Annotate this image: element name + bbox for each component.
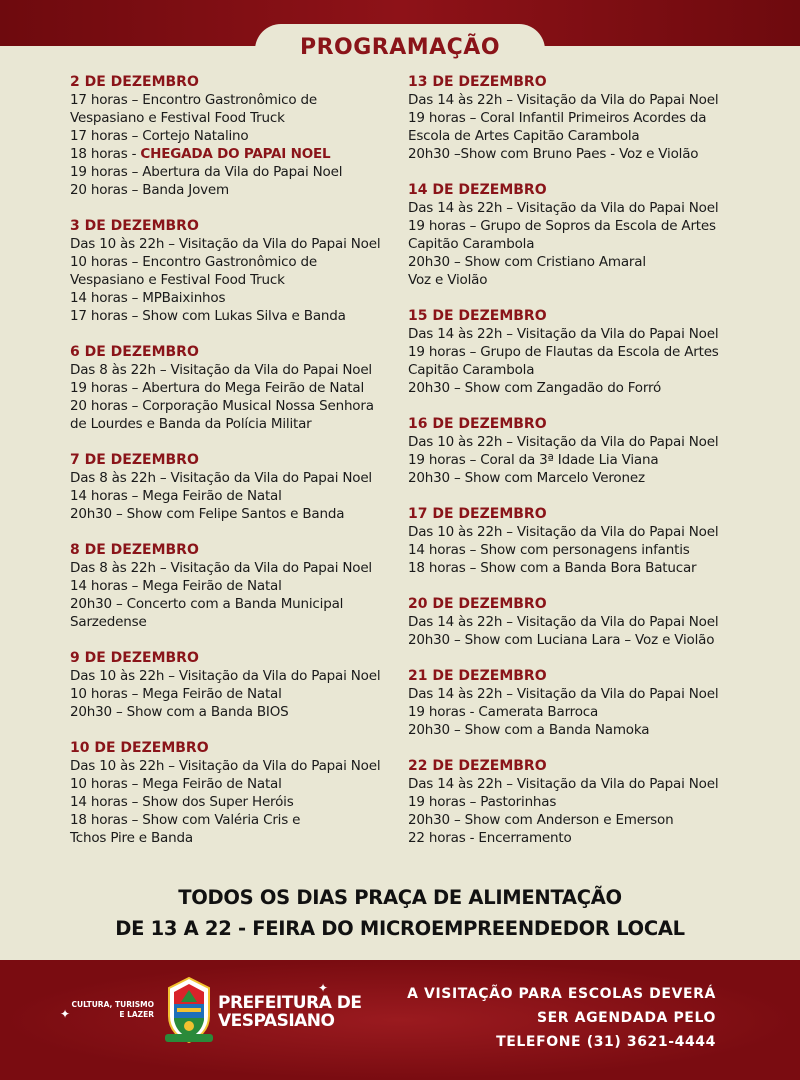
schedule-right-column: [408, 73, 738, 847]
schedule-line: de Lourdes e Banda da Polícia Militar: [70, 416, 312, 432]
schedule-line: Das 14 às 22h – Visitação da Vila do Papai Noel: [408, 614, 719, 630]
schedule-line: Das 14 às 22h – Visitação da Vila do Papai Noel: [408, 92, 719, 108]
day-block: [408, 415, 738, 487]
schedule-line: Das 8 às 22h – Visitação da Vila do Papai Noel: [70, 362, 372, 378]
day-heading: 8 DE DEZEMBRO: [70, 542, 199, 558]
day-heading: 6 DE DEZEMBRO: [70, 344, 199, 360]
schedule-line: Das 10 às 22h – Visitação da Vila do Papai Noel: [408, 434, 719, 450]
title-tab: [255, 24, 545, 70]
day-block: [408, 307, 738, 397]
day-heading: 20 DE DEZEMBRO: [408, 596, 547, 612]
day-block: [408, 595, 738, 649]
day-heading: 13 DE DEZEMBRO: [408, 74, 547, 90]
day-block: [408, 757, 738, 847]
schedule-line: Das 14 às 22h – Visitação da Vila do Papai Noel: [408, 776, 719, 792]
day-block: [70, 73, 410, 199]
schedule-line: 19 horas – Abertura do Mega Feirão de Natal: [70, 380, 365, 396]
day-heading: 7 DE DEZEMBRO: [70, 452, 199, 468]
schedule-line: Capitão Carambola: [408, 236, 535, 252]
schedule-line: 19 horas – Grupo de Flautas da Escola de Artes: [408, 344, 719, 360]
day-block: [70, 451, 410, 523]
schedule-line: 20h30 – Show com Zangadão do Forró: [408, 380, 662, 396]
schedule-line: 14 horas – Show dos Super Heróis: [70, 794, 294, 810]
prefeitura-line-2: VESPASIANO: [218, 1011, 335, 1031]
schedule-line: 19 horas - Camerata Barroca: [408, 704, 599, 720]
schedule-line: Vespasiano e Festival Food Truck: [70, 110, 285, 126]
schedule-line: 10 horas – Mega Feirão de Natal: [70, 686, 282, 702]
schedule-line: 17 horas – Encontro Gastronômico de: [70, 92, 318, 108]
schedule-line: 20h30 –Show com Bruno Paes - Voz e Violão: [408, 146, 699, 162]
schedule-line: Escola de Artes Capitão Carambola: [408, 128, 640, 144]
highlight-event: CHEGADA DO PAPAI NOEL: [140, 146, 331, 162]
day-heading: 21 DE DEZEMBRO: [408, 668, 547, 684]
day-block: [408, 181, 738, 289]
schedule-line: Das 14 às 22h – Visitação da Vila do Papai Noel: [408, 200, 719, 216]
schedule-line: Das 10 às 22h – Visitação da Vila do Papai Noel: [70, 236, 381, 252]
schedule-line: 17 horas – Cortejo Natalino: [70, 128, 249, 144]
schedule-line: 19 horas – Coral Infantil Primeiros Acordes da: [408, 110, 707, 126]
schedule-line: 14 horas – Mega Feirão de Natal: [70, 488, 282, 504]
schedule-line: 20h30 – Show com a Banda Namoka: [408, 722, 650, 738]
day-heading: 16 DE DEZEMBRO: [408, 416, 547, 432]
schedule-line: Tchos Pire e Banda: [70, 830, 193, 846]
schedule-line: 20h30 – Show com a Banda BIOS: [70, 704, 289, 720]
schedule-line: 18 horas – Show com a Banda Bora Batucar: [408, 560, 697, 576]
schedule-line: 20h30 – Show com Felipe Santos e Banda: [70, 506, 345, 522]
schedule-line: 19 horas – Abertura da Vila do Papai Noel: [70, 164, 343, 180]
schedule-line: 22 horas - Encerramento: [408, 830, 572, 846]
schedule-left-column: [70, 73, 410, 847]
day-heading: 10 DE DEZEMBRO: [70, 740, 209, 756]
day-heading: 2 DE DEZEMBRO: [70, 74, 199, 90]
department-label: [70, 1000, 154, 1020]
prefeitura-name: [218, 994, 362, 1030]
schedule-line: 19 horas – Grupo de Sopros da Escola de Artes: [408, 218, 716, 234]
schedule-line: 17 horas – Show com Lukas Silva e Banda: [70, 308, 346, 324]
city-crest-icon: [163, 976, 215, 1044]
day-block: [70, 739, 410, 847]
notice-line-2: SER AGENDADA PELO: [536, 1010, 716, 1026]
schedule-line: 14 horas – MPBaixinhos: [70, 290, 226, 306]
schedule-line: Das 8 às 22h – Visitação da Vila do Papai Noel: [70, 470, 372, 486]
schedule-line: 10 horas – Mega Feirão de Natal: [70, 776, 282, 792]
schedule-line: Vespasiano e Festival Food Truck: [70, 272, 285, 288]
day-heading: 22 DE DEZEMBRO: [408, 758, 547, 774]
schedule-line: 18 horas – Show com Valéria Cris e: [70, 812, 301, 828]
schedule-line: Das 10 às 22h – Visitação da Vila do Papai Noel: [408, 524, 719, 540]
day-heading: 15 DE DEZEMBRO: [408, 308, 547, 324]
schedule-line: 14 horas – Show com personagens infantis: [408, 542, 690, 558]
star-icon: ✦: [60, 1007, 71, 1021]
day-block: [70, 649, 410, 721]
schedule-line: 14 horas – Mega Feirão de Natal: [70, 578, 282, 594]
day-block: [70, 217, 410, 325]
schedule-line: 20h30 – Concerto com a Banda Municipal: [70, 596, 344, 612]
schedule-line: 20h30 – Show com Cristiano Amaral: [408, 254, 646, 270]
department-line-2: E LAZER: [119, 1010, 154, 1019]
notice-phone: TELEFONE (31) 3621-4444: [496, 1034, 716, 1050]
schedule-line-text: 18 horas -: [70, 146, 141, 162]
schedule-line: Sarzedense: [70, 614, 147, 630]
schedule-line: Das 8 às 22h – Visitação da Vila do Papai Noel: [70, 560, 372, 576]
day-block: [408, 667, 738, 739]
schedule-line: Das 14 às 22h – Visitação da Vila do Papai Noel: [408, 326, 719, 342]
footer-line-2: DE 13 A 22 - FEIRA DO MICROEMPREENDEDOR LOCAL: [115, 917, 685, 940]
page-title: PROGRAMAÇÃO: [299, 34, 501, 60]
schedule-line: 19 horas – Pastorinhas: [408, 794, 557, 810]
prefeitura-line-1: PREFEITURA DE: [218, 993, 362, 1013]
day-heading: 3 DE DEZEMBRO: [70, 218, 199, 234]
schedule-line: 20h30 – Show com Marcelo Veronez: [408, 470, 645, 486]
schedule-line: 20 horas – Banda Jovem: [70, 182, 229, 198]
department-line-1: CULTURA, TURISMO: [71, 1000, 154, 1009]
schedule-line: 19 horas – Coral da 3ª Idade Lia Viana: [408, 452, 659, 468]
schedule-line: Das 10 às 22h – Visitação da Vila do Papai Noel: [70, 758, 381, 774]
day-block: [70, 541, 410, 631]
day-block: [408, 505, 738, 577]
schedule-line: 10 horas – Encontro Gastronômico de: [70, 254, 318, 270]
school-visit-notice: [407, 982, 716, 1054]
day-heading: 9 DE DEZEMBRO: [70, 650, 199, 666]
schedule-line: Voz e Violão: [408, 272, 488, 288]
schedule-line: Das 10 às 22h – Visitação da Vila do Papai Noel: [70, 668, 381, 684]
schedule-line: [70, 145, 410, 163]
day-block: [70, 343, 410, 433]
day-heading: 14 DE DEZEMBRO: [408, 182, 547, 198]
day-block: [408, 73, 738, 163]
schedule-line: 20h30 – Show com Luciana Lara – Voz e Violão: [408, 632, 715, 648]
star-icon: ✦: [318, 981, 329, 995]
schedule-line: Capitão Carambola: [408, 362, 535, 378]
footer-line-1: TODOS OS DIAS PRAÇA DE ALIMENTAÇÃO: [178, 886, 622, 909]
schedule-line: 20h30 – Show com Anderson e Emerson: [408, 812, 674, 828]
schedule-line: Das 14 às 22h – Visitação da Vila do Papai Noel: [408, 686, 719, 702]
schedule-line: 20 horas – Corporação Musical Nossa Senhora: [70, 398, 374, 414]
notice-line-1: A VISITAÇÃO PARA ESCOLAS DEVERÁ: [407, 986, 716, 1002]
day-heading: 17 DE DEZEMBRO: [408, 506, 547, 522]
